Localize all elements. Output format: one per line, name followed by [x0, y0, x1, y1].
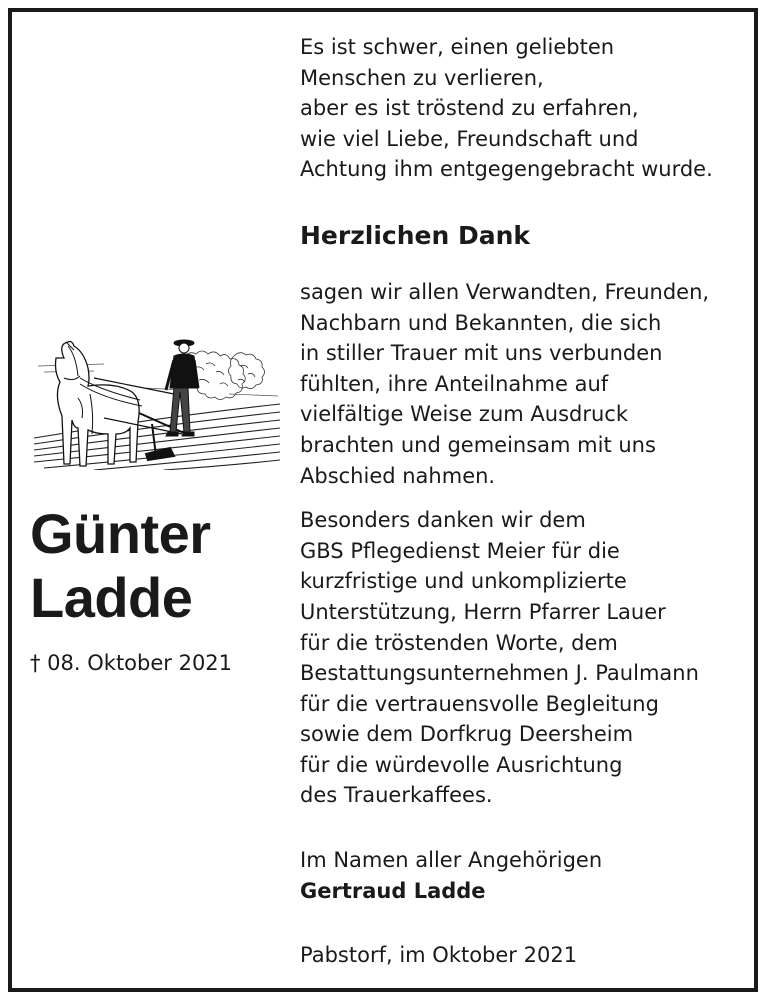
special-thanks-line: für die würdevolle Ausrichtung [300, 752, 623, 777]
special-thanks-line: kurzfristige und unkomplizierte [300, 569, 627, 594]
thanks-line: Abschied nahmen. [300, 463, 496, 488]
special-thanks-line: sowie dem Dorfkrug Deersheim [300, 722, 634, 747]
ploughing-horse-farmer-icon [34, 338, 280, 470]
special-thanks-line: Bestattungsunternehmen J. Paulmann [300, 661, 699, 686]
special-thanks-line: für die tröstenden Worte, dem [300, 630, 618, 655]
right-column [300, 32, 750, 971]
thanks-line: brachten und gemeinsam mit uns [300, 432, 656, 457]
special-thanks-line: für die vertrauensvolle Begleitung [300, 691, 659, 716]
first-name: Günter [30, 502, 211, 565]
quote-line: Achtung ihm entgegengebracht wurde. [300, 157, 713, 182]
death-date: † 08. Oktober 2021 [30, 651, 233, 675]
quote [300, 32, 750, 185]
thanks-paragraph [300, 277, 750, 491]
special-thanks-line: Besonders danken wir dem [300, 508, 586, 533]
special-thanks-line: GBS Pflegedienst Meier für die [300, 538, 620, 563]
signature-intro: Im Namen aller Angehörigen [300, 848, 603, 873]
quote-line: aber es ist tröstend zu erfahren, [300, 96, 639, 121]
thanks-line: fühlten, ihre Anteilnahme auf [300, 371, 609, 396]
deceased-name [30, 502, 290, 630]
thanks-heading: Herzlichen Dank [300, 220, 531, 250]
quote-line: Es ist schwer, einen geliebten [300, 35, 615, 59]
quote-line: wie viel Liebe, Freundschaft und [300, 126, 639, 151]
special-thanks-paragraph [300, 505, 750, 811]
thanks-line: sagen wir allen Verwandten, Freunden, [300, 279, 710, 304]
signature [300, 845, 750, 906]
last-name: Ladde [30, 566, 193, 629]
special-thanks-line: des Trauerkaffees. [300, 783, 493, 808]
thanks-line: Nachbarn und Bekannten, die sich [300, 310, 662, 335]
left-column [30, 12, 290, 988]
signature-name: Gertraud Ladde [300, 878, 486, 903]
quote-line: Menschen zu verlieren, [300, 65, 544, 90]
thanks-line: in stiller Trauer mit uns verbunden [300, 341, 663, 366]
place-date [300, 940, 750, 971]
obituary-notice [8, 8, 758, 992]
place-date-text: Pabstorf, im Oktober 2021 [300, 943, 578, 968]
special-thanks-line: Unterstützung, Herrn Pfarrer Lauer [300, 599, 666, 624]
thanks-line: vielfältige Weise zum Ausdruck [300, 402, 628, 427]
